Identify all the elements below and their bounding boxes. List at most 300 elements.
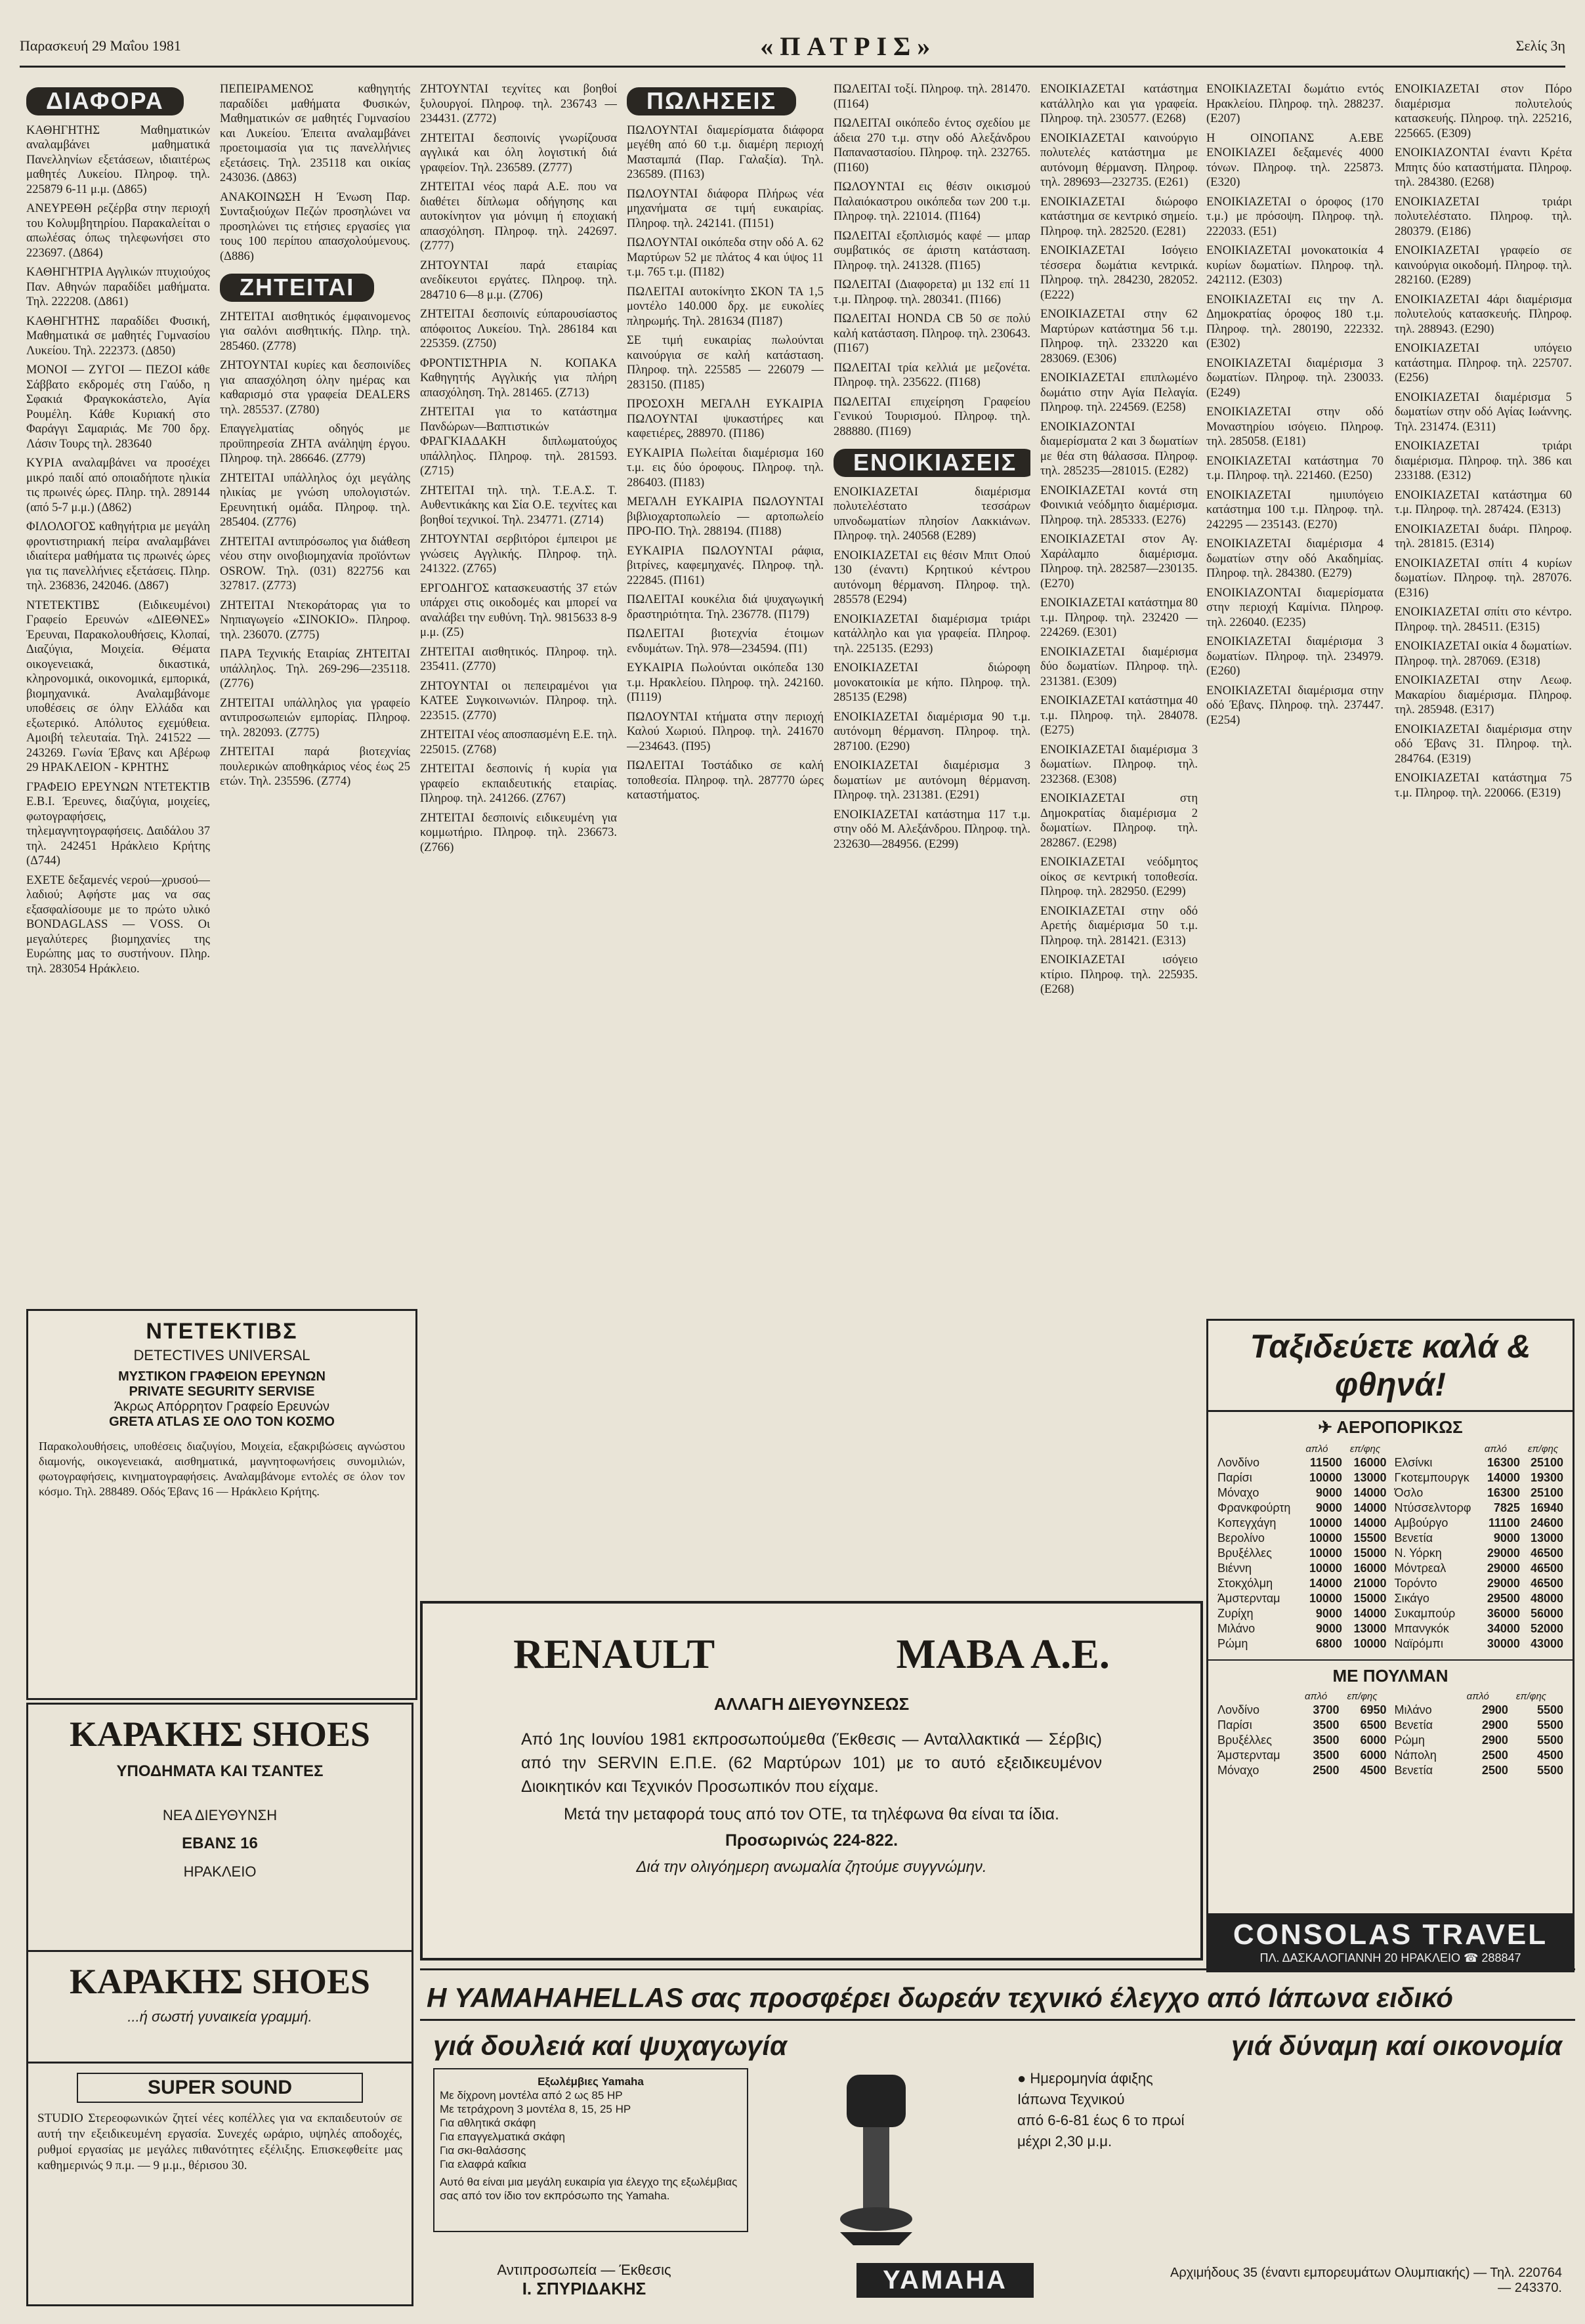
fare-price: 7825 — [1493, 1501, 1520, 1514]
destination: Αμβούργο — [1394, 1516, 1448, 1529]
destination: Άμστερνταμ — [1217, 1592, 1280, 1605]
fare-price: 6000 — [1360, 1749, 1387, 1762]
classified-ad: ΕΝΟΙΚΙΑΖΕΤΑΙ διαμέρισμα στην οδό Έβανς. Πληροφ. τηλ. 237447. (Ε254) — [1206, 684, 1384, 727]
agency-footer — [1208, 1913, 1573, 1970]
column-5-ads — [834, 82, 1030, 852]
classified-ad: ΕΝΟΙΚΙΑΖΕΤΑΙ επιπλωμένο δωμάτιο στην Αγία Πελαγία. Πληροφ. τηλ. 224569. (Ε258) — [1040, 371, 1198, 414]
fare-row — [1391, 1561, 1568, 1576]
destination: Μιλάνο — [1217, 1622, 1256, 1635]
classified-ad: ΣΕ τιμή ευκαιρίας πωλούνται καινούργια σε καλή κατάσταση. Πληροφ. τηλ. 225585 — 226079 — 283150. (Π185) — [627, 334, 824, 392]
column-4-ads — [627, 123, 824, 803]
air-fares-right — [1391, 1443, 1568, 1651]
fare-price: 29000 — [1487, 1546, 1520, 1560]
column-8 — [1395, 82, 1572, 1309]
arrival-line-4: μέχρι 2,30 μ.μ. — [1017, 2133, 1112, 2149]
destination: Όσλο — [1394, 1486, 1424, 1499]
renault-maba-ad — [420, 1601, 1203, 1961]
fare-header-row — [1391, 1443, 1568, 1455]
fare-row — [1391, 1576, 1568, 1591]
classified-ad: ΠΩΛΕΙΤΑΙ (Διαφορετα) μι 132 επί 11 τ.μ. Πληροφ. τηλ. 280341. (Π166) — [834, 278, 1030, 306]
destination: Ελσίνκι — [1394, 1456, 1433, 1469]
fare-price: 10000 — [1309, 1531, 1342, 1545]
fare-price: 2900 — [1481, 1703, 1508, 1716]
fare-price: 6500 — [1360, 1718, 1387, 1732]
fare-price: 25100 — [1530, 1486, 1563, 1499]
yamaha-headline: Η YAMAHAHELLAS σας προσφέρει δωρεάν τεχνικό έλεγχο από Ιάπωνα ειδικό — [420, 1970, 1575, 2021]
classified-ad: ΕΝΟΙΚΙΑΖΕΤΑΙ εις θέσιν Μπιτ Οπού 130 (έναντι) Κρητικού κέντρου αυτόνομη θέρμανση. Πληροφ. τηλ. 285578 (Ε294) — [834, 549, 1030, 606]
classified-ad: ΦΡΟΝΤΙΣΤΗΡΙΑ Ν. ΚΟΠΑΚΑ Καθηγητής Αγγλικής για πλήρη απασχόληση. Τηλ. 281465. (Ζ713) — [420, 356, 617, 400]
destination: Γκοτεμπουργκ — [1394, 1471, 1469, 1484]
phone-icon: ☎ — [1464, 1951, 1482, 1964]
yamaha-rep-label: Αντιπροσωπεία — Έκθεσις — [497, 2262, 671, 2278]
classified-ad: ΕΝΟΙΚΙΑΖΕΤΑΙ οικία 4 δωματίων. Πληροφ. τηλ. 287069. (Ε318) — [1395, 640, 1572, 668]
classified-ad: ΕΝΟΙΚΙΑΖΟΝΤΑΙ έναντι Κρέτα Μπητς δύο καταστήματα. Πληροφ. τηλ. 284380. (Ε268) — [1395, 146, 1572, 189]
fare-row — [1214, 1470, 1391, 1485]
classified-ad: ΠΩΛΕΙΤΑΙ κουκέλια διά ψυχαγωγική δραστηριότητα. Τηλ. 236778. (Π179) — [627, 593, 824, 621]
shoes-address-2: ΕΒΑΝΣ 16 — [182, 1835, 258, 1852]
classified-ad: ΕΝΟΙΚΙΑΖΟΝΤΑΙ διαμερίσματα 2 και 3 δωματίων με θέα στη θάλασσα. Πληροφ. τηλ. 285235—281015. (Ε282) — [1040, 420, 1198, 478]
classified-ad: ΕΝΟΙΚΙΑΖΕΤΑΙ στην οδό Αρετής διαμέρισμα 50 τ.μ. Πληροφ. τηλ. 281421. (Ε313) — [1040, 904, 1198, 947]
fare-price: 16300 — [1487, 1456, 1520, 1469]
air-fares-left — [1214, 1443, 1391, 1651]
fare-price: 14000 — [1487, 1471, 1520, 1484]
classified-ad: ΠΩΛΕΙΤΑΙ οικόπεδο έντος σχεδίου με άδεια 270 τ.μ. στην οδό Αλεξάνδρου Παπαναστασίου. Πληροφ. τηλ. 232765. (Π160) — [834, 117, 1030, 175]
outboard-motor-icon — [748, 2068, 998, 2252]
classified-ad: ΕΝΟΙΚΙΑΖΕΤΑΙ διώροφη μονοκατοικία με κήπο. Πληροφ. τηλ. 285135 (Ε298) — [834, 661, 1030, 704]
classified-ad: ΕΝΟΙΚΙΑΖΕΤΑΙ διαμέρισμα 3 δωματίων. Πληροφ. τηλ. 232368. (Ε308) — [1040, 743, 1198, 786]
yamaha-use-4: Για ελαφρά καΐκια — [440, 2158, 526, 2170]
classified-ad: ΕΝΟΙΚΙΑΖΕΤΑΙ διώροφο κατάστημα σε κεντρικό σημείο. Πληροφ. τηλ. 282520. (Ε281) — [1040, 195, 1198, 238]
classified-ad: ΕΝΟΙΚΙΑΖΕΤΑΙ τριάρι πολυτελέστατο. Πληροφ. τηλ. 280379. (Ε186) — [1395, 195, 1572, 238]
column-2 — [220, 82, 410, 1302]
fare-row — [1391, 1763, 1568, 1778]
yamaha-arrival-info — [998, 2068, 1562, 2255]
classified-ad: ΓΡΑΦΕΙΟ ΕΡΕΥΝΩΝ ΝΤΕΤΕΚΤΙΒ Ε.Β.Ι. Έρευνες, διαζύγια, μοιχείες, φωτογραφήσεις, τηλεμαγνητογραφήσεις. Δαιδάλου 37 τηλ. 242451 Ηράκλειο Κρήτης (Δ744) — [26, 780, 210, 867]
classified-ad: ΖΗΤΕΙΤΑΙ Ντεκοράτορας για το Νηπιαγωγείο «ΣΙΝΟΚΙΟ». Πληροφ. τηλ. 236070. (Ζ775) — [220, 598, 410, 642]
destination: Ρώμη — [1217, 1637, 1248, 1650]
fare-row — [1214, 1636, 1391, 1651]
classified-ad: ΕΝΟΙΚΙΑΖΕΤΑΙ ημιυπόγειο κατάστημα 100 τ.μ. Πληροφ. τηλ. 242295 — 235143. (Ε270) — [1206, 488, 1384, 531]
classified-ad: ΕΝΟΙΚΙΑΖΕΤΑΙ στην 62 Μαρτύρων κατάστημα 56 τ.μ. Πληροφ. τηλ. 233220 και 283069. (Ε306) — [1040, 308, 1198, 365]
yamaha-use-1: Για αθλητικά σκάφη — [440, 2117, 536, 2129]
fare-price: 11500 — [1309, 1456, 1342, 1469]
classified-ad: ΖΗΤΕΙΤΑΙ για το κατάστημα Πανδώρων—Βαπτιστικών ΦΡΑΓΚΙΑΔΑΚΗ διπλωματούχος υπάλληλος. Πληροφ. τηλ. 281593. (Ζ715) — [420, 405, 617, 478]
fare-price: 56000 — [1530, 1607, 1563, 1620]
fare-column-header: απλό — [1484, 1443, 1507, 1455]
fare-price: 6950 — [1360, 1703, 1387, 1716]
fare-price: 24600 — [1530, 1516, 1563, 1529]
fare-price: 15000 — [1353, 1546, 1387, 1560]
agency-name: CONSOLAS TRAVEL — [1233, 1919, 1548, 1951]
destination: Βενετία — [1394, 1531, 1433, 1545]
classified-ad: ΕΝΟΙΚΙΑΖΕΤΑΙ διαμέρισμα τριάρι κατάλληλο και για γραφεία. Πληροφ. τηλ. 225135. (Ε293) — [834, 612, 1030, 655]
classified-ad: ΖΗΤΕΙΤΑΙ δεσποινίς γνωρίζουσα αγγλικά και όλη λογιστική διά γραφείον. Τηλ. 236589. (Ζ777) — [420, 131, 617, 175]
yamaha-left-slogan: γιά δουλειά καί ψυχαγωγία — [433, 2030, 787, 2061]
fare-price: 19300 — [1530, 1471, 1563, 1484]
outboard-motor-illustration — [748, 2068, 998, 2255]
fare-row — [1214, 1733, 1391, 1748]
classified-ad: ΖΗΤΕΙΤΑΙ παρά βιοτεχνίας πουλερικών αποθηκάριος νέος έως 25 ετών. Τηλ. 235596. (Ζ774) — [220, 745, 410, 788]
classified-ad: ΕΝΟΙΚΙΑΖΕΤΑΙ σπίτι στο κέντρο. Πληροφ. τηλ. 284511. (Ε315) — [1395, 606, 1572, 634]
masthead-title: «ΠΑΤΡΙΣ» — [760, 31, 937, 61]
classified-ad: ΕΝΟΙΚΙΑΖΕΤΑΙ δυάρι. Πληροφ. τηλ. 281815. (Ε314) — [1395, 522, 1572, 550]
destination: Ναϊρόμπι — [1394, 1637, 1443, 1650]
bus-fares-right — [1391, 1690, 1568, 1778]
destination: Μόναχο — [1217, 1764, 1259, 1777]
header-date: Παρασκευή 29 Μαΐου 1981 — [20, 37, 181, 54]
detectives-ad — [26, 1309, 417, 1700]
classified-ad: ΕΝΟΙΚΙΑΖΕΤΑΙ σπίτι 4 κυρίων δωματίων. Πληροφ. τηλ. 287076. (Ε316) — [1395, 556, 1572, 600]
classified-ad: ΦΙΛΟΛΟΓΟΣ καθηγήτρια με μεγάλη φροντιστηριακή πείρα αναλαμβάνει ιδιαίτερα μαθήματα τις πρωινές ώρες για τις πανελλήνιες εξετάσεις. Πληρ. τηλ. 236836, 242046. (Δ867) — [26, 520, 210, 592]
classified-ad: Η ΟΙΝΟΠΑΝΣ Α.ΕΒΕ ΕΝΟΙΚΙΑΖΕΙ δεξαμενές 4000 τόνων. Πληροφ. τηλ. 225873. (Ε320) — [1206, 131, 1384, 189]
destination: Μόναχο — [1217, 1486, 1259, 1499]
destination: Νάπολη — [1394, 1749, 1437, 1762]
fare-price: 21000 — [1353, 1577, 1387, 1590]
consolas-travel-ad — [1206, 1319, 1574, 1972]
detectives-subtitle: DETECTIVES UNIVERSAL — [133, 1347, 310, 1363]
arrival-line-3: από 6-6-81 έως 6 το πρωί — [1017, 2112, 1185, 2128]
fare-header-row — [1214, 1690, 1391, 1703]
travel-section-air: ΑΕΡΟΠΟΡΙΚΩΣ — [1336, 1417, 1463, 1437]
yamaha-use-2: Για επαγγελματικά σκάφη — [440, 2130, 565, 2143]
fare-column-header: απλό — [1466, 1691, 1489, 1702]
destination: Λονδίνο — [1217, 1456, 1260, 1469]
page-header — [20, 26, 1565, 68]
classified-ad: ΚΑΘΗΓΗΤΗΣ παραδίδει Φυσική, Μαθηματικά σε μαθητές Γυμνασίου Λυκείου. Τηλ. 222373. (Δ850) — [26, 314, 210, 358]
classified-ad: ΕΥΚΑΙΡΙΑ ΠΩΛΟΥΝΤΑΙ ράφια, βιτρίνες, καφεμηχανές. Πληροφ. τηλ. 222845. (Π161) — [627, 544, 824, 587]
renault-heading: ΑΛΛΑΓΗ ΔΙΕΥΘΥΝΣΕΩΣ — [713, 1694, 910, 1714]
fare-price: 15000 — [1353, 1592, 1387, 1605]
classified-ad: ΖΗΤΕΙΤΑΙ τηλ. τηλ. Τ.Ε.Α.Σ. Τ. Αυθεντικάκης και Σία Ο.Ε. τεχνίτες και βοηθοί τεχνικοί. Τηλ. 234771. (Ζ714) — [420, 484, 617, 527]
fare-price: 29000 — [1487, 1562, 1520, 1575]
destination: Παρίσι — [1217, 1718, 1252, 1732]
classified-ad: ΕΝΟΙΚΙΑΖΕΤΑΙ διαμέρισμα 5 δωματίων στην οδό Αγίας Ιωάννης. Τηλ. 231474. (Ε311) — [1395, 390, 1572, 434]
classified-ad: ΠΩΛΟΥΝΤΑΙ εις θέσιν οικισμού Παλαιόκαστρου οικόπεδα των 200 τ.μ. Πληροφ. τηλ. 221014. (Π164) — [834, 180, 1030, 223]
fare-row — [1214, 1606, 1391, 1621]
air-fares — [1208, 1443, 1573, 1651]
fare-row — [1214, 1703, 1391, 1718]
classified-ad: ΕΝΟΙΚΙΑΖΕΤΑΙ γραφείο σε καινούργια οικοδομή. Πληροφ. τηλ. 282160. (Ε289) — [1395, 244, 1572, 287]
fare-row — [1214, 1621, 1391, 1636]
classified-ad: ΖΗΤΕΙΤΑΙ νέος αποσπασμένη Ε.Ε. τηλ. 225015. (Ζ768) — [420, 728, 617, 757]
fare-column-header: επ/φης — [1347, 1691, 1378, 1702]
classified-ad: ΕΝΟΙΚΙΑΖΕΤΑΙ κατάστημα 70 τ.μ. Πληροφ. τηλ. 221460. (Ε250) — [1206, 454, 1384, 482]
fare-row — [1391, 1748, 1568, 1763]
fare-price: 52000 — [1530, 1622, 1563, 1635]
agency-address: ΠΛ. ΔΑΣΚΑΛΟΓΙΑΝΝΗ 20 ΗΡΑΚΛΕΙΟ — [1259, 1951, 1460, 1964]
renault-brand: RENAULT — [513, 1630, 715, 1677]
fare-price: 10000 — [1309, 1592, 1342, 1605]
fare-row — [1214, 1501, 1391, 1516]
destination: Τορόντο — [1394, 1577, 1437, 1590]
fare-price: 14000 — [1353, 1607, 1387, 1620]
section-diafora: ΔΙΑΦΟΡΑ — [26, 87, 184, 115]
classified-ad: ΕΝΟΙΚΙΑΖΕΤΑΙ διαμέρισμα 3 δωματίων. Πληροφ. τηλ. 230033. (Ε249) — [1206, 356, 1384, 400]
classified-ad: ΕΝΟΙΚΙΑΖΕΤΑΙ διαμέρισμα 3 δωματίων. Πληροφ. τηλ. 234979. (Ε260) — [1206, 635, 1384, 678]
classified-ad: ΕΝΟΙΚΙΑΖΕΤΑΙ στην οδό Μοναστηρίου ισόγειο. Πληροφ. τηλ. 285058. (Ε181) — [1206, 405, 1384, 448]
fare-price: 43000 — [1530, 1637, 1563, 1650]
travel-section-bus: ΜΕ ΠΟΥΛΜΑΝ — [1208, 1659, 1573, 1686]
fare-row — [1391, 1546, 1568, 1561]
fare-price: 16940 — [1530, 1501, 1563, 1514]
renault-body-2: Μετά την μεταφορά τους από τον ΟΤΕ, τα τηλέφωνα θα είναι τα ίδια. — [564, 1805, 1059, 1823]
fare-price: 13000 — [1353, 1471, 1387, 1484]
classified-ad: ΖΗΤΟΥΝΤΑΙ σερβιτόροι έμπειροι με γνώσεις Αγγλικής. Πληροφ. τηλ. 241322. (Ζ765) — [420, 533, 617, 575]
fare-price: 2500 — [1313, 1764, 1340, 1777]
detectives-line-3: Άκρως Απόρρητον Γραφείο Ερευνών — [114, 1400, 330, 1414]
fare-price: 9000 — [1315, 1607, 1342, 1620]
shoes-address-1: ΝΕΑ ΔΙΕΥΘΥΝΣΗ — [162, 1807, 278, 1823]
classified-ad: ΚΥΡΙΑ αναλαμβάνει να προσέχει μικρό παιδί από οποιαδήποτε ηλικία τις πρωινές ώρες. Πληρ. τηλ. 289144 (από 5-7 μ.μ.) (Δ862) — [26, 457, 210, 514]
classified-ad: ΠΕΠΕΙΡΑΜΕΝΟΣ καθηγητής παραδίδει μαθήματα Φυσικών, Μαθηματικών σε μαθητές Γυμνασίου και Λυκείου. Έπειτα αναλαμβάνει προετοιμασία για τις πανελλήνιες εξετάσεις. Τηλ. 235118 και οικίας 243036. (Δ863) — [220, 83, 410, 184]
fare-header-row — [1214, 1443, 1391, 1455]
classified-ad: ΖΗΤΟΥΝΤΑΙ τεχνίτες και βοηθοί ξυλουργοί. Πληροφ. τηλ. 236743 — 234431. (Ζ772) — [420, 83, 617, 125]
fare-price: 16300 — [1487, 1486, 1520, 1499]
fare-price: 5500 — [1536, 1733, 1563, 1747]
destination: Κοπεγχάγη — [1217, 1516, 1277, 1529]
arrival-line-2: Ιάπωνα Τεχνικού — [1017, 2091, 1125, 2107]
classified-ad: ΖΗΤΕΙΤΑΙ υπάλληλος όχι μεγάλης ηλικίας με γνώση υπολογιστών. Ερευνητική ομάδα. Πληροφ. τηλ. 285404. (Ζ776) — [220, 471, 410, 529]
fare-row — [1391, 1516, 1568, 1531]
classified-ad: ΕΝΟΙΚΙΑΖΕΤΑΙ κατάστημα 80 τ.μ. Πληροφ. τηλ. 232420 — 224269. (Ε301) — [1040, 596, 1198, 639]
fare-price: 2900 — [1481, 1718, 1508, 1732]
fare-row — [1391, 1485, 1568, 1501]
renault-phone: Προσωρινώς 224-822. — [725, 1831, 898, 1850]
classified-ad: ΠΩΛΟΥΝΤΑΙ οικόπεδα στην οδό Α. 62 Μαρτύρων 52 με πλάτος 4 και ύψος 11 τ.μ. 765 τ.μ. (Π182) — [627, 236, 824, 279]
bus-fares-left — [1214, 1690, 1391, 1778]
fare-price: 13000 — [1530, 1531, 1563, 1545]
fare-row — [1391, 1733, 1568, 1748]
destination: Ν. Υόρκη — [1394, 1546, 1442, 1560]
destination: Βενετία — [1394, 1718, 1433, 1732]
classified-ad: ΕΝΟΙΚΙΑΖΕΤΑΙ 4άρι διαμέρισμα πολυτελούς κατασκευής. Πληροφ. τηλ. 288943. (Ε290) — [1395, 293, 1572, 336]
fare-row — [1214, 1531, 1391, 1546]
fare-row — [1214, 1748, 1391, 1763]
fare-price: 13000 — [1353, 1622, 1387, 1635]
column-1 — [26, 82, 210, 1302]
destination: Βιέννη — [1217, 1562, 1252, 1575]
fare-row — [1391, 1470, 1568, 1485]
classified-ad: ΠΩΛΕΙΤΑΙ Τοστάδικο σε καλή τοποθεσία. Πληροφ. τηλ. 287770 ώρες καταστήματος. — [627, 759, 824, 802]
classified-ad: ΕΝΟΙΚΙΑΖΕΤΑΙ στον Πόρο διαμέρισμα πολυτελούς κατασκευής. Πληροφ. τηλ. 225216, 225665. (Ε309) — [1395, 83, 1572, 140]
classified-ad: ΕΝΟΙΚΙΑΖΕΤΑΙ διαμέρισμα 90 τ.μ. αυτόνομη θέρμανση. Πληροφ. τηλ. 287100. (Ε290) — [834, 710, 1030, 753]
shoes-title-2: ΚΑΡΑΚΗΣ SHOES — [70, 1962, 370, 2001]
fare-price: 6000 — [1360, 1733, 1387, 1747]
fare-price: 5500 — [1536, 1703, 1563, 1716]
fare-row — [1214, 1718, 1391, 1733]
airplane-icon: ✈ — [1318, 1417, 1333, 1437]
fare-price: 16000 — [1353, 1562, 1387, 1575]
fare-column-header — [1214, 1690, 1301, 1703]
yamaha-address: Αρχιμήδους 35 (έναντι εμπορευμάτων Ολυμπιακής) — Τηλ. 220764 — 243370. — [1170, 2265, 1562, 2295]
destination: Μόντρεαλ — [1394, 1562, 1447, 1575]
destination: Φρανκφούρτη — [1217, 1501, 1291, 1514]
fare-price: 3700 — [1313, 1703, 1340, 1716]
fare-row — [1391, 1718, 1568, 1733]
classified-ad: ΕΝΟΙΚΙΑΖΕΤΑΙ στον Αγ. Χαράλαμπο διαμέρισμα. Πληροφ. τηλ. 282587—230135. (Ε270) — [1040, 533, 1198, 591]
classified-ad: ΠΩΛΟΥΝΤΑΙ κτήματα στην περιοχή Καλού Χωριού. Πληροφ. τηλ. 241670—234643. (Π95) — [627, 710, 824, 753]
classified-ad: ΕΝΟΙΚΙΑΖΕΤΑΙ διαμέρισμα στην οδό Έβανς 31. Πληροφ. τηλ. 284764. (Ε319) — [1395, 722, 1572, 766]
section-enoikiaseis: ΕΝΟΙΚΙΑΣΕΙΣ — [834, 449, 1030, 477]
classified-ad: ΖΗΤΟΥΝΤΑΙ κυρίες και δεσποινίδες για απασχόληση όλην ημέρας και καθαρισμό στα γραφεία DEALERS τηλ. 285537. (Ζ780) — [220, 359, 410, 417]
fare-price: 2500 — [1481, 1749, 1508, 1762]
fare-row — [1391, 1703, 1568, 1718]
classified-ad: ΕΝΟΙΚΙΑΖΕΤΑΙ καινούργιο πολυτελές κατάστημα με αυτόνομη θέρμανση. Πληροφ. τηλ. 289693—232735. (Ε261) — [1040, 131, 1198, 189]
classified-ad: ΕΝΟΙΚΙΑΖΕΤΑΙ στη Δημοκρατίας διαμέρισμα 2 δωματίων. Πληροφ. τηλ. 282867. (Ε298) — [1040, 792, 1198, 850]
fare-price: 14000 — [1309, 1577, 1342, 1590]
classified-ad: ΕΝΟΙΚΙΑΖΕΤΑΙ Ισόγειο τέσσερα δωμάτια κεντρικά. Πληροφ. τηλ. 284230, 282052. (Ε222) — [1040, 244, 1198, 302]
classified-ad: ΖΗΤΕΙΤΑΙ νέος παρά Α.Ε. που να διαθέτει δίπλωμα οδήγησης και αυτοκίνητον για μόνιμη ή εποχιακή απασχόληση. Πληροφ. τηλ. 242697. (Ζ777) — [420, 180, 617, 253]
classified-ad: ΠΑΡΑ Τεχνικής Εταιρίας ΖΗΤΕΙΤΑΙ υπάλληλος. Τηλ. 269-296—235118. (Ζ776) — [220, 648, 410, 690]
classified-ad: ΕΝΟΙΚΙΑΖΕΤΑΙ κατάστημα 75 τ.μ. Πληροφ. τηλ. 220066. (Ε319) — [1395, 772, 1572, 800]
fare-price: 15500 — [1353, 1531, 1387, 1545]
section-poliseis: ΠΩΛΗΣΕΙΣ — [627, 87, 796, 115]
classified-ad: ΠΩΛΕΙΤΑΙ αυτοκίνητο ΣΚΟΝ ΤΑ 1,5 μοντέλο 140.000 δρχ. με ευκολίες πληρωμής. Τηλ. 281634 (Π187) — [627, 285, 824, 328]
fare-row — [1391, 1621, 1568, 1636]
karakis-shoes-ad — [26, 1703, 413, 2319]
yamaha-logo: YAMAHA — [856, 2263, 1034, 2298]
bullet-icon: ● — [1017, 2070, 1030, 2086]
classified-ad: ΕΥΚΑΙΡΙΑ Πωλείται διαμέρισμα 160 τ.μ. εις δύο όροφους. Πληροφ. τηλ. 286403. (Π183) — [627, 446, 824, 489]
classified-ad: ΕΝΟΙΚΙΑΖΕΤΑΙ διαμέρισμα 4 δωματίων στην οδό Ακαδημίας. Πληροφ. τηλ. 284380. (Ε279) — [1206, 537, 1384, 580]
shoes-address-3: ΗΡΑΚΛΕΙΟ — [183, 1863, 257, 1880]
fare-price: 46500 — [1530, 1577, 1563, 1590]
yamaha-box-title: Εξωλέμβιες Yamaha — [538, 2075, 644, 2088]
section-ziteitai: ΖΗΤΕΙΤΑΙ — [220, 274, 374, 302]
yamaha-box-note: Αυτό θα είναι μια μεγάλη ευκαιρία για έλεγχο της εξωλέμβιας σας από τον ίδιο τον εκπρόσωπο της Yamaha. — [440, 2176, 738, 2202]
fare-price: 36000 — [1487, 1607, 1520, 1620]
classified-ad: ΠΩΛΟΥΝΤΑΙ διάφορα Πλήρως νέα μηχανήματα σε τιμή ευκαιρίας. Πληροφ. τηλ. 242141. (Π151) — [627, 187, 824, 230]
classified-ad: ΜΕΓΑΛΗ ΕΥΚΑΙΡΙΑ ΠΩΛΟΥΝΤΑΙ βιβλιοχαρτοπωλείο — αρτοπωλείο ΠΡΟ-ΠΟ. Τηλ. 288194. (Π188) — [627, 495, 824, 538]
renault-body: Από 1ης Ιουνίου 1981 εκπροσωπούμεθα (Έκθεσις — Ανταλλακτικά — Σέρβις) από την SERVIN Ε.Π.Ε. (62 Μαρτύρων 101) με το αυτό εξειδικευμένον Διοικητικόν και Τεχνικόν Προσωπικόν που είχαμε. — [521, 1730, 1102, 1796]
classified-ad: ΖΗΤΕΙΤΑΙ δεσποινίς εύπαρουσίαστος απόφοιτος Λυκείου. Τηλ. 286184 και 225359. (Ζ750) — [420, 308, 617, 350]
classified-ad: ΕΝΟΙΚΙΑΖΕΤΑΙ υπόγειο κατάστημα. Πληροφ. τηλ. 225707. (Ε256) — [1395, 342, 1572, 384]
column-5 — [834, 82, 1030, 1591]
classified-ad: ΕΝΟΙΚΙΑΖΕΤΑΙ κοντά στη Φοινικιά νεόδμητο διαμέρισμα. Πληροφ. τηλ. 285333. (Ε276) — [1040, 484, 1198, 527]
fare-row — [1214, 1485, 1391, 1501]
fare-column-header: επ/φης — [1527, 1443, 1559, 1455]
travel-banner: Ταξιδεύετε καλά & φθηνά! — [1208, 1321, 1573, 1412]
classified-ad: ΠΩΛΕΙΤΑΙ εξοπλισμός καφέ — μπαρ συμβατικός σε άριστη κατάσταση. Πληροφ. τηλ. 241328. (Π165) — [834, 229, 1030, 272]
arrival-label: Ημερομηνία άφιξης — [1030, 2070, 1153, 2086]
classified-ad: ΚΑΘΗΓΗΤΗΣ Μαθηματικών αναλαμβάνει μαθηματικά Πανελληνίων εξετάσεων, ιδιαιτέρως μαθητές Λυκείου. Πληροφ. τηλ. 225879 6-11 μ.μ. (Δ865) — [26, 123, 210, 196]
fare-price: 46500 — [1530, 1546, 1563, 1560]
classified-ad: ΕΝΟΙΚΙΑΖΕΤΑΙ διαμέρισμα δύο δωματίων. Πληροφ. τηλ. 231381. (Ε309) — [1040, 645, 1198, 688]
classified-ad: ΕΝΟΙΚΙΑΖΟΝΤΑΙ διαμερίσματα στην περιοχή Καμίνια. Πληροφ. τηλ. 226040. (Ε235) — [1206, 586, 1384, 629]
fare-row — [1391, 1501, 1568, 1516]
classified-ad: ΠΩΛΕΙΤΑΙ επιχείρηση Γραφείου Γενικού Τουρισμού. Πληροφ. τηλ. 288880. (Π169) — [834, 395, 1030, 438]
fare-column-header — [1214, 1443, 1301, 1455]
fare-row — [1214, 1591, 1391, 1606]
classified-ad: ΕΧΕΤΕ δεξαμενές νερού—χρυσού—λαδιού; Αφήστε μας να σας εξασφαλίσουμε με το πρώτο υλικό BONDAGLASS — VOSS. Οι μεγαλύτερες βιομηχανίες της Ευρώπης μας το συστήνουν. Πληρ. τηλ. 283054 Ηράκλειο. — [26, 873, 210, 976]
classified-ad: ΕΥΚΑΙΡΙΑ Πωλούνται οικόπεδα 130 τ.μ. Ηρακλείου. Πληροφ. τηλ. 242160. (Π119) — [627, 661, 824, 704]
destination: Βερολίνο — [1217, 1531, 1265, 1545]
shoes-subtitle-2: ...ή σωστή γυναικεία γραμμή. — [127, 2008, 312, 2025]
fare-price: 9000 — [1315, 1622, 1342, 1635]
yamaha-use-3: Για σκι-θαλάσσης — [440, 2144, 526, 2157]
fare-price: 14000 — [1353, 1501, 1387, 1514]
fare-price: 25100 — [1530, 1456, 1563, 1469]
agency-phone: 288847 — [1481, 1951, 1521, 1964]
classified-ad: ΕΝΟΙΚΙΑΖΕΤΑΙ τριάρι διαμέρισμα. Πληροφ. τηλ. 386 και 233188. (Ε312) — [1395, 440, 1572, 482]
classified-ad: ΠΩΛΕΙΤΑΙ τρία κελλιά με μεζονέτα. Πληροφ. τηλ. 235622. (Π168) — [834, 361, 1030, 389]
fare-price: 14000 — [1353, 1486, 1387, 1499]
fare-price: 14000 — [1353, 1516, 1387, 1529]
page-number: Σελίς 3η — [1515, 37, 1565, 54]
fare-price: 3500 — [1313, 1749, 1340, 1762]
fare-row — [1214, 1561, 1391, 1576]
fare-column-header: επ/φης — [1349, 1443, 1381, 1455]
fare-price: 11100 — [1488, 1516, 1520, 1529]
yamaha-rep-name: Ι. ΣΠΥΡΙΔΑΚΗΣ — [522, 2279, 646, 2298]
destination: Μπανγκόκ — [1394, 1622, 1449, 1635]
fare-price: 10000 — [1309, 1471, 1342, 1484]
column-4 — [627, 82, 824, 1591]
classified-ad: ΖΗΤΟΥΝΤΑΙ οι πεπειραμένοι για ΚΑΤΕΕ Συγκοινωνιών. Πληροφ. τηλ. 223515. (Ζ770) — [420, 679, 617, 722]
fare-row — [1214, 1763, 1391, 1778]
super-sound-body: STUDIO Στερεοφωνικών ζητεί νέες κοπέλλες για να εκπαιδευτούν σε αυτή την εξειδικευμένη εργασία. Συνεχές ωράριο, υψηλές αποδοχές, ρυθμοί εργασίας με μεγάλες πιθανότητες εξέλιξης. Επισκεφθείτε μας καθημερινώς 9 π.μ. — 9 μ.μ., θέρισου 30. — [37, 2111, 402, 2172]
destination: Λονδίνο — [1217, 1703, 1260, 1716]
fare-price: 10000 — [1309, 1546, 1342, 1560]
classified-ad: ΖΗΤΕΙΤΑΙ δεσποινίς ειδικευμένη για κομμωτήριο. Πληροφ. τηλ. 236673. (Ζ766) — [420, 811, 617, 854]
fare-price: 46500 — [1530, 1562, 1563, 1575]
destination: Στοκχόλμη — [1217, 1577, 1273, 1590]
classified-ad: ΕΝΟΙΚΙΑΖΕΤΑΙ στην Λεωφ. Μακαρίου διαμέρισμα. Πληροφ. τηλ. 285948. (Ε317) — [1395, 674, 1572, 716]
fare-column-header — [1391, 1443, 1481, 1455]
fare-row — [1214, 1455, 1391, 1470]
fare-row — [1214, 1546, 1391, 1561]
yamaha-info-box — [433, 2068, 748, 2232]
fare-price: 4500 — [1536, 1749, 1563, 1762]
shoes-title-1: ΚΑΡΑΚΗΣ SHOES — [70, 1714, 370, 1754]
destination: Ζυρίχη — [1217, 1607, 1254, 1620]
fare-row — [1214, 1516, 1391, 1531]
fare-row — [1391, 1455, 1568, 1470]
fare-price: 5500 — [1536, 1718, 1563, 1732]
classified-ad: ΕΝΟΙΚΙΑΖΕΤΑΙ ισόγειο κτίριο. Πληροφ. τηλ. 225935. (Ε268) — [1040, 953, 1198, 996]
fare-column-header: απλό — [1305, 1691, 1328, 1702]
detectives-line-4: GRETA ATLAS ΣΕ ΟΛΟ ΤΟΝ ΚΟΣΜΟ — [109, 1415, 335, 1429]
destination: Ρώμη — [1394, 1733, 1425, 1747]
classified-ad: ΠΩΛΕΙΤΑΙ βιοτεχνία έτοιμων ενδυμάτων. Τηλ. 978—234594. (Π1) — [627, 627, 824, 655]
destination: Άμστερνταμ — [1217, 1749, 1280, 1762]
fare-price: 29500 — [1487, 1592, 1520, 1605]
renault-apology: Διά την ολιγόημερη ανωμαλία ζητούμε συγγνώμην. — [636, 1858, 987, 1876]
classified-ad: ΜΟΝΟΙ — ΖΥΓΟΙ — ΠΕΖΟΙ κάθε Σάββατο εκδρομές στη Γαύδο, η Σφακιά Φραγκοκάστελο, Αγία Ρουμέλη. Κάθε Κυριακή στο Φαράγγι Σαμαριάς. Με 700 δρχ. Λάσιν Τουρς τηλ. 283640 — [26, 363, 210, 451]
column-7-ads — [1206, 82, 1384, 1309]
classified-ad: ΕΝΟΙΚΙΑΖΕΤΑΙ κατάστημα 117 τ.μ. στην οδό Μ. Αλεξάνδρου. Πληροφ. τηλ. 232630—284956. (Ε299) — [834, 808, 1030, 851]
classified-ad: ΠΩΛΟΥΝΤΑΙ διαμερίσματα διάφορα μεγέθη από 60 τ.μ. διαμέρη περιοχή Μασταμπά (Παρ. Γαλαξία). Τηλ. 236589. (Π163) — [627, 123, 824, 181]
classified-ad: ΕΝΟΙΚΙΑΖΕΤΑΙ κατάστημα κατάλληλο και για γραφεία. Πληροφ. τηλ. 230577. (Ε268) — [1040, 83, 1198, 125]
fare-price: 5500 — [1536, 1764, 1563, 1777]
fare-column-header — [1391, 1690, 1463, 1703]
fare-row — [1214, 1576, 1391, 1591]
classified-ad: ΖΗΤΕΙΤΑΙ αισθητικός. Πληροφ. τηλ. 235411. (Ζ770) — [420, 645, 617, 673]
classified-ad: ΕΝΟΙΚΙΑΖΕΤΑΙ κατάστημα 60 τ.μ. Πληροφ. τηλ. 287424. (Ε313) — [1395, 488, 1572, 516]
shoes-subtitle-1: ΥΠΟΔΗΜΑΤΑ ΚΑΙ ΤΣΑΝΤΕΣ — [116, 1762, 324, 1780]
fare-price: 30000 — [1487, 1637, 1520, 1650]
maba-company: ΜΑΒΑ Α.Ε. — [896, 1630, 1110, 1677]
classified-ad: ΠΩΛΕΙΤΑΙ HONDA CB 50 σε πολύ καλή κατάσταση. Πληροφ. τηλ. 230643. (Π167) — [834, 312, 1030, 355]
yamaha-box-line-1: Με δίχρονη μοντέλα από 2 ως 85 HP — [440, 2089, 623, 2102]
classified-ad: ΑΝΕΥΡΕΘΗ ρεζέρβα στην περιοχή του Κολυμβητηρίου. Παρακαλείται ο απωλέσας όπως τηλεφωνήσει στο 223697. (Δ864) — [26, 202, 210, 260]
fare-row — [1391, 1591, 1568, 1606]
destination: Βενετία — [1394, 1764, 1433, 1777]
destination: Βρυξέλλες — [1217, 1733, 1272, 1747]
fare-price: 34000 — [1487, 1622, 1520, 1635]
fare-price: 2500 — [1481, 1764, 1508, 1777]
yamaha-ad — [420, 1968, 1575, 2318]
